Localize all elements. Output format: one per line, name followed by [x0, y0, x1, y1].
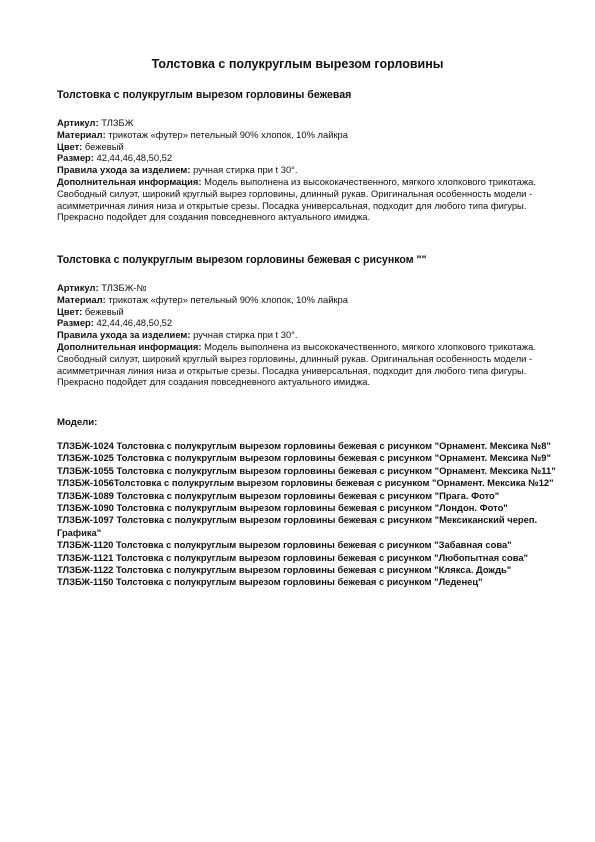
list-item: ТЛЗБЖ-1121 Толстовка с полукруглым вырезом горловины бежевая с рисунком "Любопытная сова": [57, 551, 528, 563]
page-title: Толстовка с полукруглым вырезом горловины: [151, 57, 444, 71]
section-heading: Толстовка с полукруглым вырезом горловины бежевая: [57, 89, 352, 101]
care-label: Правила ухода за изделием:: [57, 164, 191, 176]
care-value: ручная стирка при t 30°.: [193, 164, 298, 176]
article-label: Артикул:: [57, 117, 99, 128]
list-item: ТЛЗБЖ-1056Толстовка с полукруглым вырезом горловины бежевая с рисунком "Орнамент. Мексика №12": [57, 477, 554, 489]
material-line: [57, 294, 557, 306]
color-value: бежевый: [84, 305, 124, 317]
list-item: ТЛЗБЖ-1090 Толстовка с полукруглым вырезом горловины бежевая с рисунком "Лондон. Фото": [57, 502, 508, 514]
models-heading: Модели:: [57, 417, 98, 428]
list-item: ТЛЗБЖ-1150 Толстовка с полукруглым вырезом горловины бежевая с рисунком "Леденец": [57, 576, 483, 588]
material-value: трикотаж «футер» петельный 90% хлопок, 10% лайкра: [108, 293, 348, 305]
color-value: бежевый: [84, 140, 124, 152]
material-value: трикотаж «футер» петельный 90% хлопок, 10% лайкра: [108, 128, 348, 140]
info-label: Дополнительная информация:: [57, 175, 202, 187]
color-line: [57, 141, 557, 153]
product-details: [57, 282, 557, 388]
care-value: ручная стирка при t 30°.: [193, 329, 298, 341]
article-value: ТЛЗБЖ: [101, 117, 134, 128]
care-label: Правила ухода за изделием:: [57, 329, 191, 341]
list-item: ТЛЗБЖ-1055 Толстовка с полукруглым вырезом горловины бежевая с рисунком "Орнамент. Мексика №11": [57, 464, 556, 476]
article-label: Артикул:: [57, 282, 99, 293]
list-item: ТЛЗБЖ-1097 Толстовка с полукруглым вырезом горловины бежевая с рисунком "Мексиканский череп. Графика": [57, 514, 538, 538]
list-item: ТЛЗБЖ-1025 Толстовка с полукруглым вырезом горловины бежевая с рисунком "Орнамент. Мексика №9": [57, 452, 551, 464]
article-line: [57, 117, 557, 129]
list-item: ТЛЗБЖ-1024 Толстовка с полукруглым вырезом горловины бежевая с рисунком "Орнамент. Мексика №8": [57, 440, 551, 451]
color-label: Цвет:: [57, 305, 83, 317]
color-label: Цвет:: [57, 140, 83, 152]
color-line: [57, 306, 557, 318]
list-item: ТЛЗБЖ-1120 Толстовка с полукруглым вырезом горловины бежевая с рисунком "Забавная сова": [57, 539, 512, 551]
info-line: [57, 176, 557, 223]
material-line: [57, 129, 557, 141]
article-line: [57, 282, 557, 294]
article-value: ТЛЗБЖ-№: [101, 282, 147, 293]
info-line: [57, 341, 557, 388]
info-value: Модель выполнена из высококачественного, мягкого хлопкового трикотажа. Свободный силуэт, широкий круглый вырез горловины, длинный рукав. Оригинальная особенность модели - асимметричная линия низа и открытые срезы. Посадка универсальная, подходит для любого типа фигуры. Прекрасно подойдет для создания повседневного актуального имиджа.: [57, 340, 536, 388]
list-item: ТЛЗБЖ-1122 Толстовка с полукруглым вырезом горловины бежевая с рисунком "Клякса. Дождь": [57, 564, 512, 576]
list-item: ТЛЗБЖ-1089 Толстовка с полукруглым вырезом горловины бежевая с рисунком "Прага. Фото": [57, 489, 500, 501]
material-label: Материал:: [57, 128, 106, 140]
size-line: [57, 152, 557, 164]
models-list: [57, 440, 567, 589]
size-line: [57, 317, 557, 329]
section-heading: Толстовка с полукруглым вырезом горловины бежевая с рисунком "": [57, 254, 427, 266]
info-label: Дополнительная информация:: [57, 340, 202, 352]
product-details: [57, 117, 557, 223]
care-line: [57, 329, 557, 341]
care-line: [57, 164, 557, 176]
size-label: Размер:: [57, 317, 94, 329]
material-label: Материал:: [57, 293, 106, 305]
info-value: Модель выполнена из высококачественного, мягкого хлопкового трикотажа. Свободный силуэт, широкий круглый вырез горловины, длинный рукав. Оригинальная особенность модели - асимметричная линия низа и открытые срезы. Посадка универсальная, подходит для любого типа фигуры. Прекрасно подойдет для создания повседневного актуального имиджа.: [57, 175, 536, 223]
size-value: 42,44,46,48,50,52: [96, 152, 173, 164]
size-label: Размер:: [57, 152, 94, 164]
size-value: 42,44,46,48,50,52: [96, 317, 173, 329]
